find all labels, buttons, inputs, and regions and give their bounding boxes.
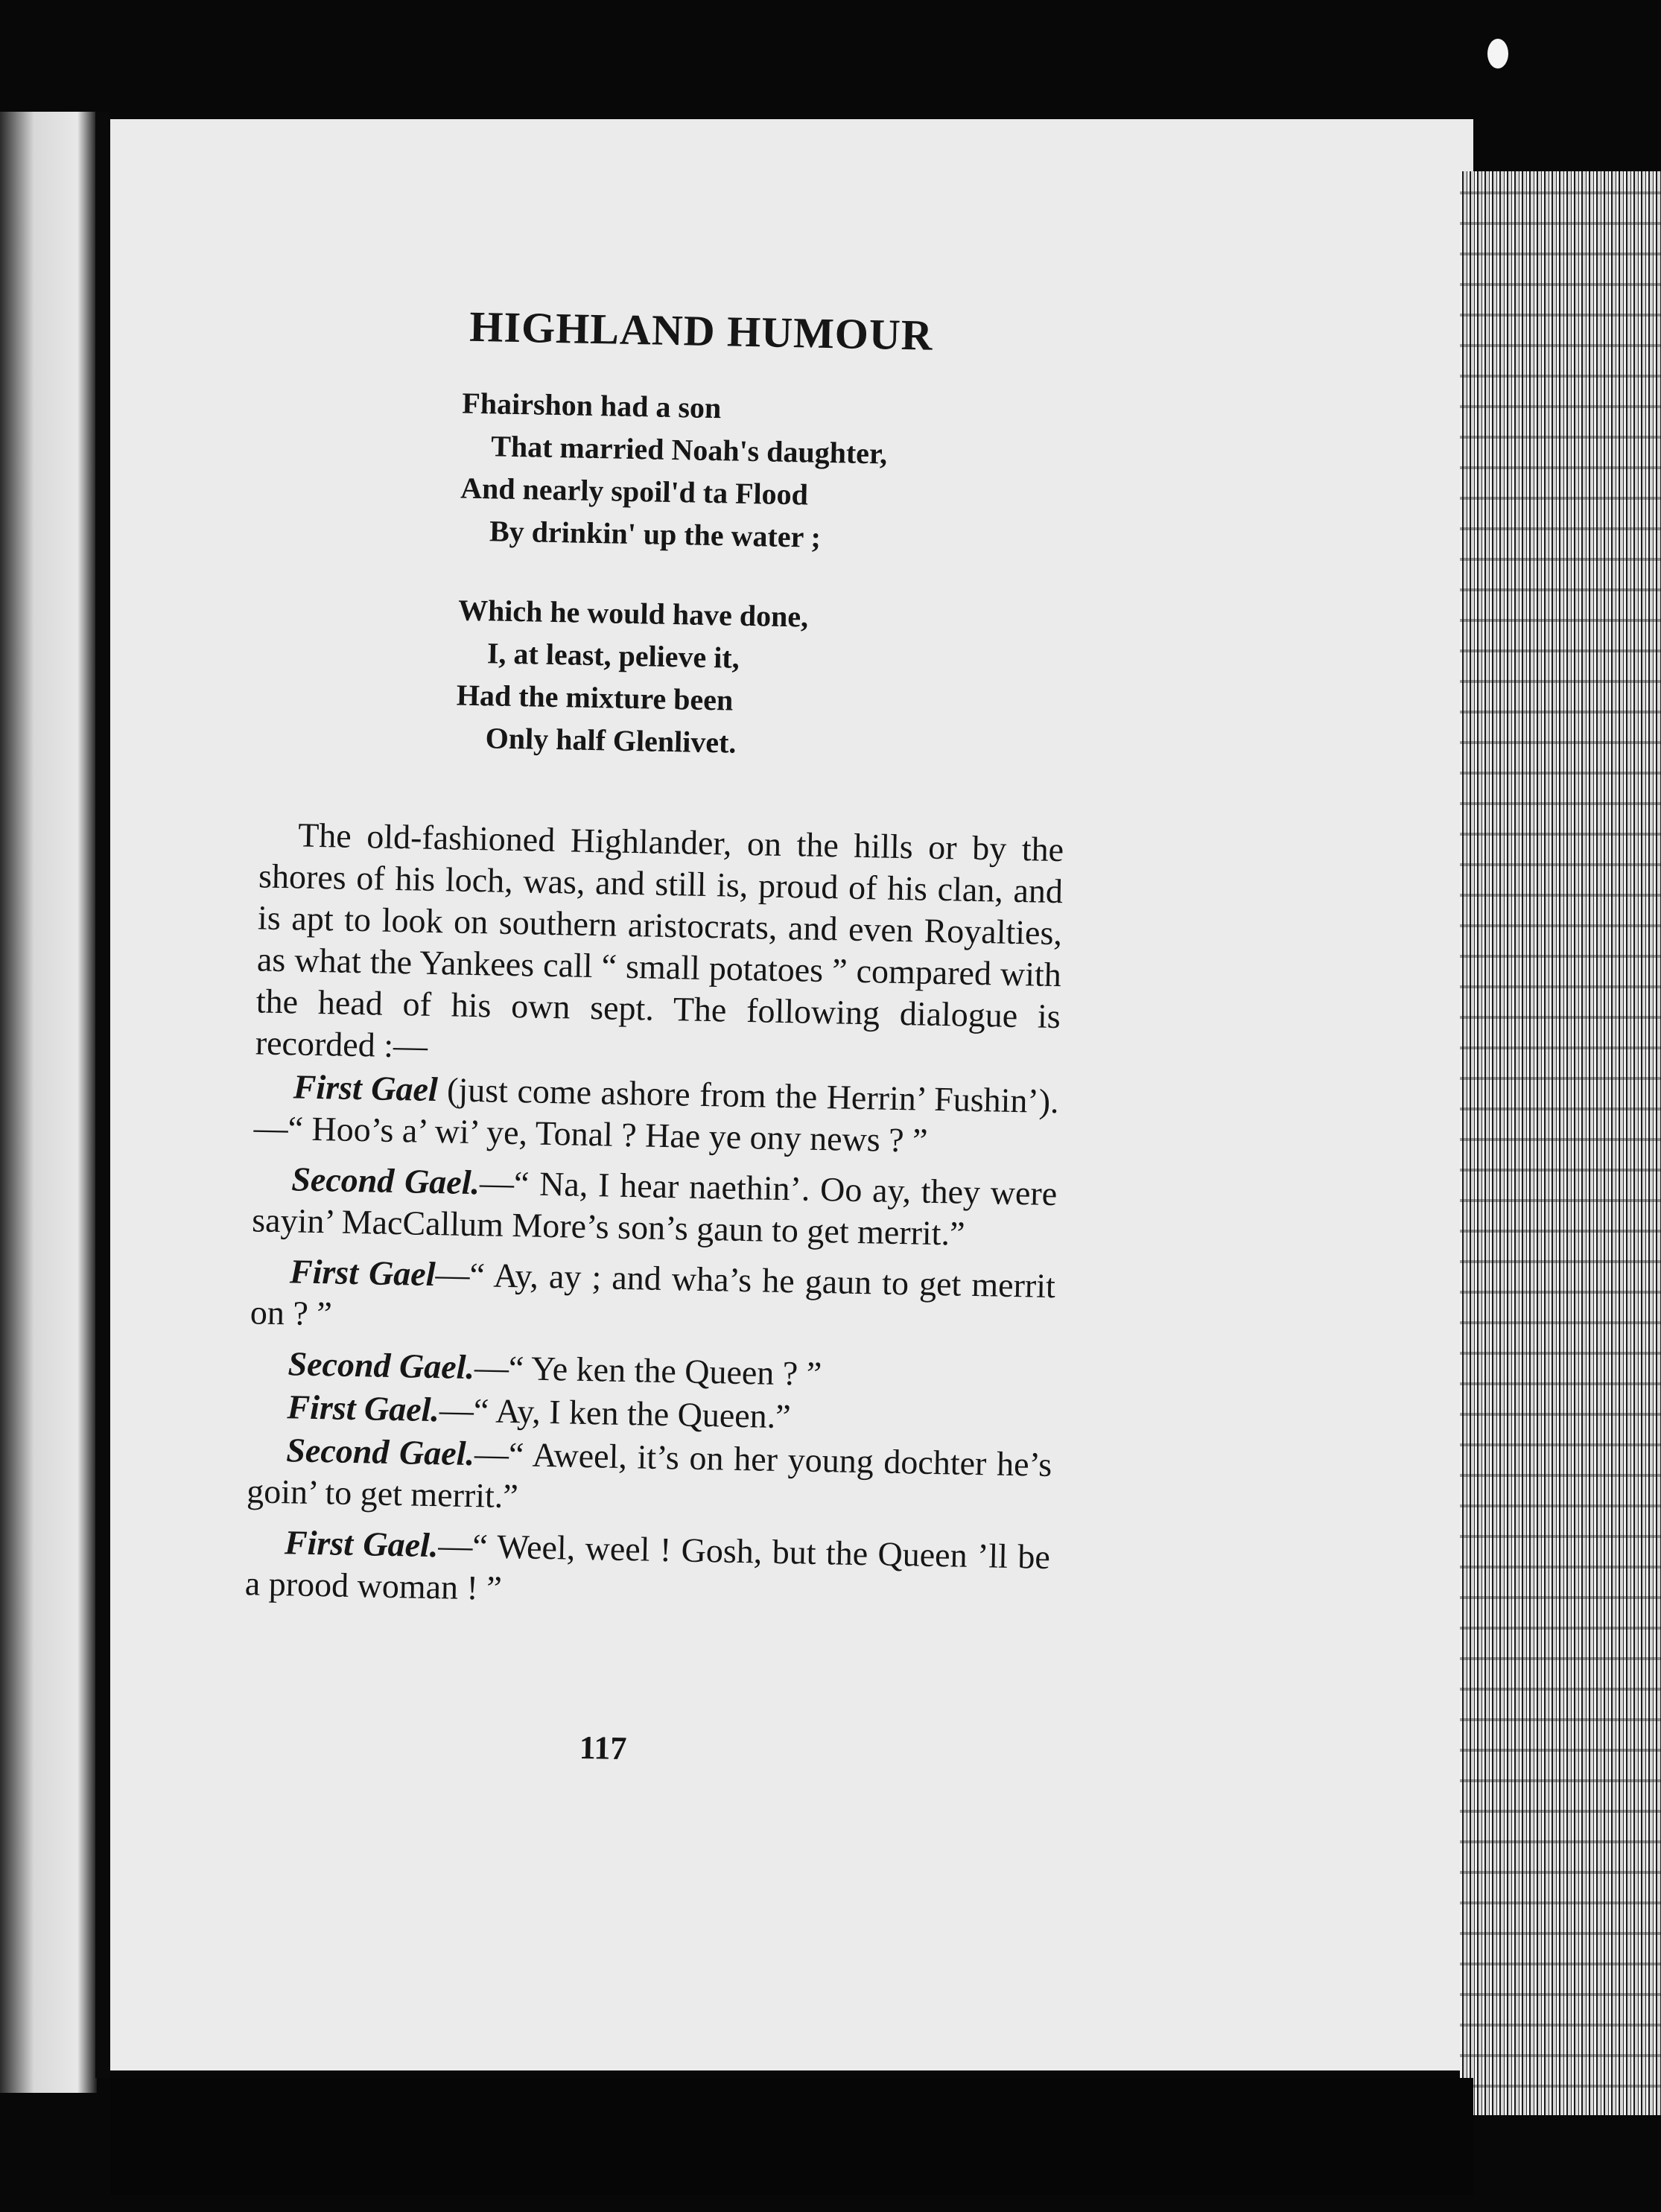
verse-line: I, at least, pelieve it, [486, 636, 740, 675]
dialogue-line [252, 1157, 1058, 1256]
intro-paragraph: The old-fashioned Highlander, on the hills or by the shores of his loch, was, and still is, proud of his clan, and is apt to look on southern aristocrats, and even Royalties, as what the Yankees call “ small potatoes ” compared with the head of his own sept. The following dialogue is recorded :— [255, 816, 1064, 1065]
verse-line: By drinkin' up the water ; [489, 514, 822, 554]
verse [455, 382, 1133, 772]
dialogue-text: —“ Ye ken the Queen ? ” [474, 1348, 822, 1393]
dialogue-text: —“ Na, I hear naethin’. Oo ay, they were sayin’ MacCallum More’s son’s gaun to get merrit.” [251, 1163, 1058, 1253]
speaker-name: First Gael. [284, 1523, 439, 1565]
verse-line: Only half Glenlivet. [485, 721, 737, 760]
dialogue-text: —“ Weel, weel ! Gosh, but the Queen ’ll be a prood woman ! ” [244, 1526, 1051, 1607]
dialogue-text: (just come ashore from the Herrin’ Fushin’).—“ Hoo’s a’ wi’ ye, Tonal ? Hae ye ony news ? ” [253, 1070, 1060, 1160]
speaker-name: First Gael [289, 1252, 436, 1294]
dialogue-text: —“ Ay, ay ; and wha’s he gaun to get merrit on ? ” [250, 1255, 1056, 1333]
running-head: HIGHLAND HUMOUR [469, 302, 934, 360]
verse-line: Fhairshon had a son [461, 386, 722, 425]
page-number: 117 [579, 1729, 627, 1767]
dialogue-line [244, 1521, 1050, 1620]
speaker-name: First Gael [293, 1067, 439, 1109]
verse-line: And nearly spoil'd ta Flood [460, 471, 809, 512]
dialogue-line [250, 1250, 1055, 1349]
dialogue-text: —“ Ay, I ken the Queen.” [439, 1391, 792, 1436]
speaker-name: Second Gael. [285, 1431, 475, 1473]
speaker-name: First Gael. [287, 1388, 440, 1429]
speaker-name: Second Gael. [288, 1344, 475, 1387]
verse-line: Which he would have done, [457, 593, 809, 634]
verse-line: That married Noah's daughter, [490, 429, 888, 471]
dialogue-line [247, 1428, 1052, 1528]
dialogue-line [253, 1065, 1059, 1164]
verse-line: Had the mixture been [456, 678, 734, 717]
prose-body [244, 813, 1064, 1620]
speaker-name: Second Gael. [290, 1160, 480, 1202]
dialogue-text: —“ Aweel, it’s on her young dochter he’s goin’ to get merrit.” [246, 1434, 1052, 1516]
